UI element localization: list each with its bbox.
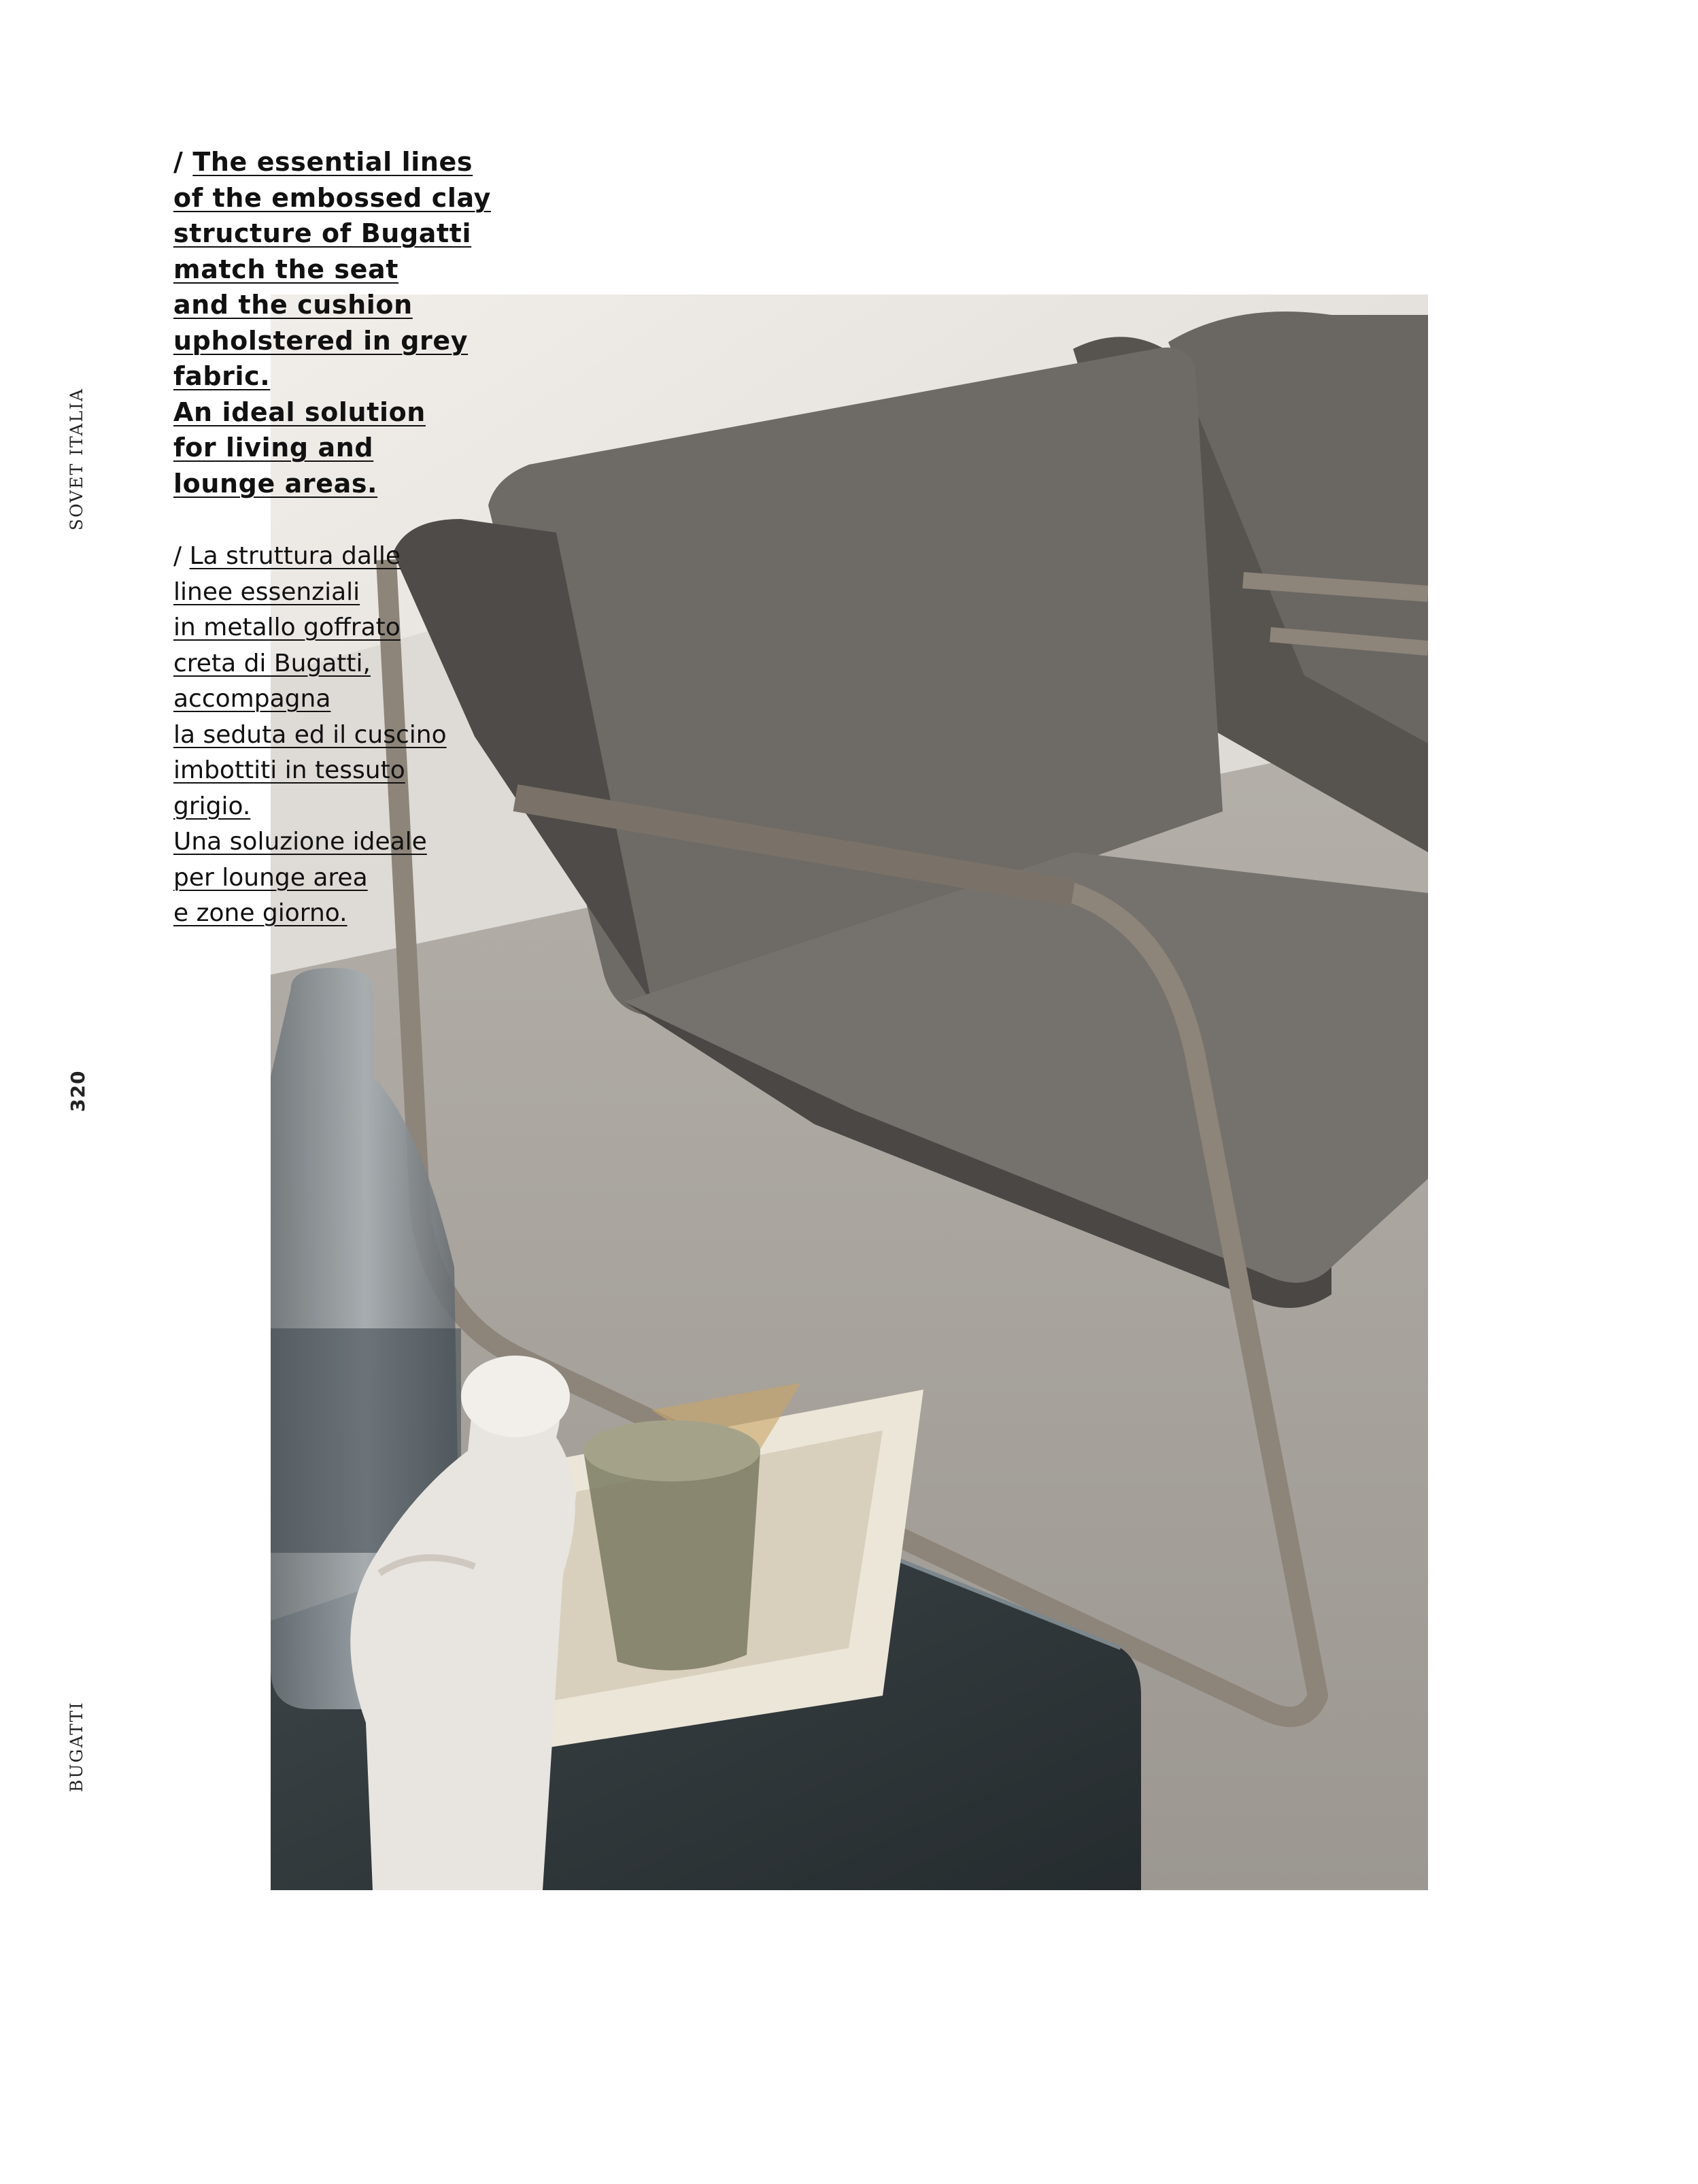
brand-label-top: SOVET ITALIA (67, 388, 86, 531)
armchair-illustration (271, 295, 1428, 1890)
caption-slash: / (173, 147, 193, 177)
page-number: 320 (67, 1070, 89, 1112)
caption-italian (173, 539, 500, 932)
caption-italian-text: La struttura dalle linee essenziali in metallo goffrato creta di Bugatti, accompagna la seduta ed il cuscino imbottiti in tessuto grigio. Una soluzione ideale per lounge area e zone giorno. (173, 542, 447, 927)
caption-slash: / (173, 542, 190, 570)
brand-label-bottom: BUGATTI (67, 1701, 86, 1792)
caption-english-text: The essential lines of the embossed clay structure of Bugatti match the seat and the cushion upholstered in grey fabric. An ideal solution for living and lounge areas. (173, 147, 491, 499)
armchair-photo (271, 295, 1428, 1890)
caption-english (173, 144, 500, 501)
